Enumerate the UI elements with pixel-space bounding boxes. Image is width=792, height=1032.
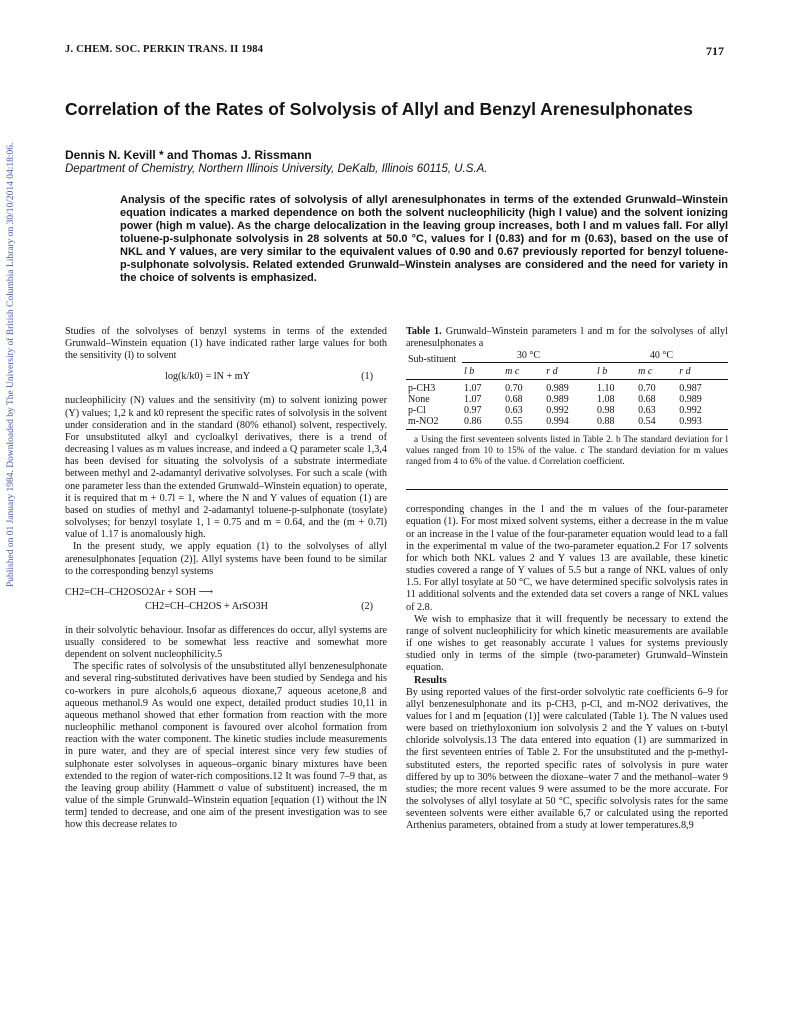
paragraph: In the present study, we apply equation (1) to the solvolyses of allyl arenesulphonates [equation (2)]. Allyl systems have been found to be similar to the corresponding benzyl systems — [65, 541, 387, 577]
table-cell: 0.992 — [679, 405, 702, 417]
table-divider — [406, 489, 728, 490]
table-row — [406, 380, 728, 395]
paragraph: nucleophilicity (N) values and the sensitivity (m) to solvent ionizing power (Y) values; 1,2 k and k0 represent the specific rates of solvolysis in the solvent under consideration and in the standard (80% ethanol) solvent, respectively. For unsubstituted alkyl and cycloalkyl derivatives, there is a trend of decreasing l values as m values increase, and indeed a Q parameter scale 1,3,4 has been devised for situating the solvolysis of a substrate intermediate between methyl and 2-adamantyl derivative solvolyses. For such a scale (with one parameter less than the extended Grunwald–Winstein equation) to operate, it is required that m + 0.7l = 1, where the N and Y values of equation (1) are based on studies of methyl and 2-adamantyl toluene-p-sulphonate (tosylate) solvolyses; for benzyl tosylate 1, l = 0.75 and m = 0.64, and the (m + 0.7l) value of 1.17 is anomalously high. — [65, 395, 387, 541]
article-abstract: Analysis of the specific rates of solvolysis of allyl arenesulphonates in terms of the extended Grunwald–Winstein equation indicates a marked dependence on both the solvent nucleophilicity (high l value) and the solvent ionizing power (high m value). As the charge delocalization in the leaving group increases, both l and m values fall. For allyl toluene-p-sulphonate solvolysis in 28 solvents at 50.0 °C, values for l (0.83) and for m (0.63), based on the use of NKL and Y values, are very similar to the equivalent values of 0.90 and 0.67 previously reported for benzyl toluene-p-sulphonate solvolysis. Related extended Grunwald–Winstein analyses are considered and the need for variety in the choice of solvents is emphasized. — [120, 194, 728, 284]
section-heading-results: Results — [414, 674, 447, 686]
paragraph: We wish to emphasize that it will frequently be necessary to extend the range of solvent nucleophilicity for which kinetic measurements are available if one wishes to get reasonably accurate l values for systems previously studied only in terms of the simple (two-parameter) Grunwald–Winstein equation. — [406, 613, 728, 674]
equation-1-number: (1) — [361, 371, 373, 383]
table-cell: 1.08 — [596, 394, 615, 406]
table-cell: 0.992 — [546, 405, 569, 417]
table-col-header: r d — [544, 366, 595, 380]
table-cell: 0.98 — [596, 405, 615, 417]
running-head: J. CHEM. SOC. PERKIN TRANS. II 1984 — [65, 44, 264, 55]
table-col-header: l b — [462, 366, 503, 380]
table-1-label: Table 1. — [406, 326, 442, 337]
table-col-header: m c — [503, 366, 544, 380]
table-temp-header: 40 °C — [649, 350, 674, 362]
table-cell: 1.07 — [464, 394, 482, 406]
table-1-caption — [406, 326, 728, 350]
table-cell: 0.97 — [464, 405, 482, 417]
table-cell: m-NO2 — [406, 416, 462, 430]
table-cell: 0.994 — [544, 416, 595, 430]
download-provenance-sidebar: Published on 01 January 1984. Downloaded by The University of British Columbia Library on 30/10/2014 04:18:06. — [6, 142, 16, 588]
table-cell: 0.86 — [462, 416, 503, 430]
table-cell: 0.989 — [546, 383, 569, 395]
table-1-footnotes — [406, 434, 728, 467]
equation-2-line-1: CH2=CH–CH2OSO2Ar + SOH ⟶ — [65, 586, 214, 598]
table-cell: 0.70 — [505, 383, 523, 395]
equation-2-line-2: CH2=CH–CH2OS + ArSO3H — [145, 600, 269, 612]
paragraph: The specific rates of solvolysis of the unsubstituted allyl benzenesulphonate and several ring-substituted derivatives have been studied by Sendega and his co-workers in pure alcohols,6 aqueous dioxane,7 aqueous acetone,8 and aqueous methanol.9 As would one expect, detailed product studies 10,11 in aqueous methanol showed that ether formation from reaction with the more nucleophilic methanol component is favoured over alcohol formation from reaction with the water component. The kinetic studies include measurements in pure water, and they are of special interest since very few studies of sulphonate ester solvolyses in aqueous–organic binary mixtures have been extended to the region of water-rich compositions.12 It was found 7–9 that, as the leaving group ability (Hammett σ value of substituent) increased, the m value of the simple Grunwald–Winstein equation [equation (1) without the lN term] tended to decrease, and one aim of the present investigation was to see how this decrease relates to — [65, 661, 387, 831]
table-cell: 0.993 — [677, 416, 728, 430]
right-column — [406, 326, 728, 833]
equation-2 — [65, 587, 387, 615]
table-cell: 0.68 — [505, 394, 523, 406]
table-cell: p-CH3 — [408, 383, 436, 395]
table-substituent-header: Sub-stituent — [408, 354, 457, 366]
table-cell: 1.07 — [464, 383, 482, 395]
table-cell: 0.55 — [503, 416, 544, 430]
table-cell: 0.987 — [679, 383, 702, 395]
equation-1 — [65, 371, 387, 384]
table-row — [406, 394, 728, 405]
table-row — [406, 416, 728, 430]
table-cell: 0.989 — [546, 394, 569, 406]
article-affiliation: Department of Chemistry, Northern Illinois University, DeKalb, Illinois 60115, U.S.A. — [65, 163, 488, 175]
equation-1-text: log(k/k0) = lN + mY — [165, 371, 251, 383]
article-title: Correlation of the Rates of Solvolysis of Allyl and Benzyl Arenesulphonates — [65, 99, 693, 119]
table-1 — [406, 350, 728, 430]
table-cell: 0.63 — [505, 405, 523, 417]
equation-2-number: (2) — [361, 600, 373, 612]
table-col-header: r d — [677, 366, 728, 380]
table-col-header: m c — [636, 366, 677, 380]
table-cell: 0.70 — [638, 383, 656, 395]
table-cell: 0.68 — [638, 394, 656, 406]
paragraph: corresponding changes in the l and the m values of the four-parameter equation (1). For most mixed solvent systems, either a decrease in the m value or an increase in the l value of the four-parameter equation would lead to a fall in the experimental m value of the two-parameter equation.2 For 17 solvents for which both NKL values 2 and Y values 13 are available, these kinetic studies covered a range of Y values of 5.5 but a range of NKL values of only 1.5. For allyl tosylate at 50 °C, we have determined specific solvolysis rates in 11 additional solvents and the extended data set covers a range of NKL values of 2.8. — [406, 504, 728, 613]
table-cell: None — [408, 394, 430, 406]
paragraph: in their solvolytic behaviour. Insofar as differences do occur, allyl systems are usually considered to be somewhat less reactive and somewhat more dependent on solvent nucleophilicity.5 — [65, 624, 387, 661]
table-cell: 0.88 — [595, 416, 636, 430]
table-cell: 0.54 — [636, 416, 677, 430]
table-1-caption-text: Grunwald–Winstein parameters l and m for the solvolyses of allyl arenesulphonates a — [406, 326, 728, 350]
table-col-header: l b — [595, 366, 636, 380]
table-cell: 0.989 — [679, 394, 702, 406]
table-cell: p-Cl — [408, 405, 426, 417]
page-number: 717 — [706, 44, 724, 58]
left-column — [65, 326, 387, 831]
table-footnote: a Using the first seventeen solvents listed in Table 2. b The standard deviation for l values ranged from 10 to 15% of the value. c The standard deviation for m values ranged from 4 to 6% of the value. d Correlation coefficient. — [406, 434, 728, 467]
table-cell: 0.63 — [638, 405, 656, 417]
article-authors: Dennis N. Kevill * and Thomas J. Rissmann — [65, 148, 312, 162]
paragraph: Studies of the solvolyses of benzyl systems in terms of the extended Grunwald–Winstein equation (1) have indicated rather large values for both the sensitivity (l) to solvent — [65, 326, 387, 362]
table-temp-header: 30 °C — [516, 350, 541, 362]
table-cell: 1.10 — [596, 383, 615, 395]
table-row — [406, 405, 728, 416]
paragraph: By using reported values of the first-order solvolytic rate coefficients 6–9 for allyl benzenesulphonate and its p-CH3, p-Cl, and m-NO2 derivatives, the values for l and m [equation (1)] were calculated (Table 1). The N values used were based on triethyloxonium ion solvolysis 2 and the Y values on t-butyl chloride solvolysis.13 The data entered into equation (1) are summarized in the first seventeen entries of Table 2. For the unsubstituted and the p-methyl-substituted esters, the reported specific rates of solvolysis in pure water differed by up to 30% between the dioxane–water 7 and the methanol–water 9 studies; the more recent values 9 were assumed to be the more accurate. For the solvolyses of allyl tosylate at 50 °C, specific solvolysis rates for the same seventeen solvents were either available 6,7 or calculated using the reported Arthenius parameters, obtained from a study at lower temperatures.8,9 — [406, 686, 728, 832]
